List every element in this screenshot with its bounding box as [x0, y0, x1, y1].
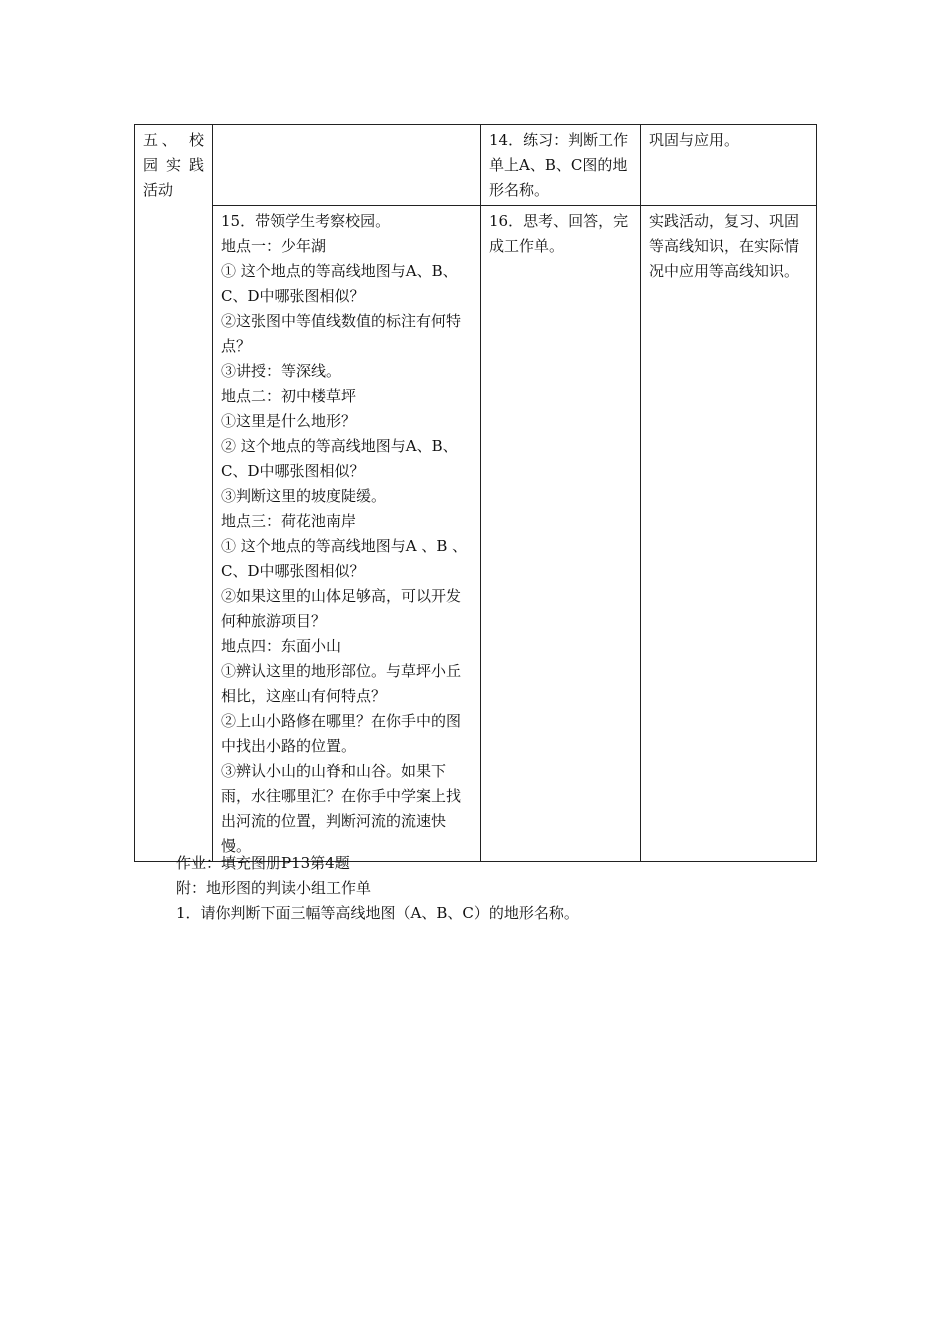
teacher-text-line: ① 这个地点的等高线地图与A 、B 、C、D中哪张图相似？ — [221, 537, 468, 580]
teacher-text-line: 15．带领学生考察校园。 — [221, 212, 391, 230]
student-activity-cell: 16．思考、回答，完成工作单。 — [481, 206, 641, 862]
teacher-text-line: ①辨认这里的地形部位。与草坪小丘相比，这座山有何特点？ — [221, 662, 462, 705]
teacher-text-line: 地点三：荷花池南岸 — [221, 512, 357, 530]
teacher-text-line: ③判断这里的坡度陡缓。 — [221, 487, 387, 505]
teacher-text-line: ② 这个地点的等高线地图与A、B、C、D中哪张图相似？ — [221, 437, 458, 480]
lesson-plan-table — [134, 124, 817, 862]
student-activity-cell: 14．练习：判断工作单上A、B、C图的地形名称。 — [481, 125, 641, 206]
stage-text-line: 活动 — [143, 181, 174, 199]
teacher-text-line: ②这张图中等值线数值的标注有何特点？ — [221, 312, 462, 355]
teacher-text-line: ②如果这里的山体足够高，可以开发何种旅游项目？ — [221, 587, 462, 630]
teacher-text-line: ① 这个地点的等高线地图与A、B、C、D中哪张图相似？ — [221, 262, 458, 305]
teacher-text-line: 地点二：初中楼草坪 — [221, 387, 357, 405]
stage-text-line: 园实践 — [143, 156, 204, 174]
design-intent-cell: 实践活动，复习、巩固等高线知识，在实际情况中应用等高线知识。 — [641, 206, 817, 862]
stage-cell — [135, 125, 213, 206]
homework-note: 作业：填充图册P13第4题 — [176, 854, 350, 872]
stage-cell — [135, 206, 213, 862]
teacher-text-line: ③辨认小山的山脊和山谷。如果下雨，水往哪里汇？在你手中学案上找出河流的位置，判断河流的流速快慢。 — [221, 762, 462, 855]
stage-text-line: 五、 校 — [143, 131, 204, 149]
worksheet-question-1: 1．请你判断下面三幅等高线地图（A、B、C）的地形名称。 — [176, 904, 579, 922]
teacher-text-line: 地点一：少年湖 — [221, 237, 327, 255]
teacher-text-line: ②上山小路修在哪里？在你手中的图中找出小路的位置。 — [221, 712, 462, 755]
teacher-activity-cell — [213, 206, 481, 862]
appendix-title: 附：地形图的判读小组工作单 — [176, 879, 372, 897]
design-intent-cell: 巩固与应用。 — [641, 125, 817, 206]
teacher-text-line: ③讲授：等深线。 — [221, 362, 342, 380]
teacher-text-line: 地点四：东面小山 — [221, 637, 342, 655]
teacher-activity-cell — [213, 125, 481, 206]
table-row — [135, 125, 817, 206]
table-row — [135, 206, 817, 862]
teacher-text-line: ①这里是什么地形？ — [221, 412, 357, 430]
